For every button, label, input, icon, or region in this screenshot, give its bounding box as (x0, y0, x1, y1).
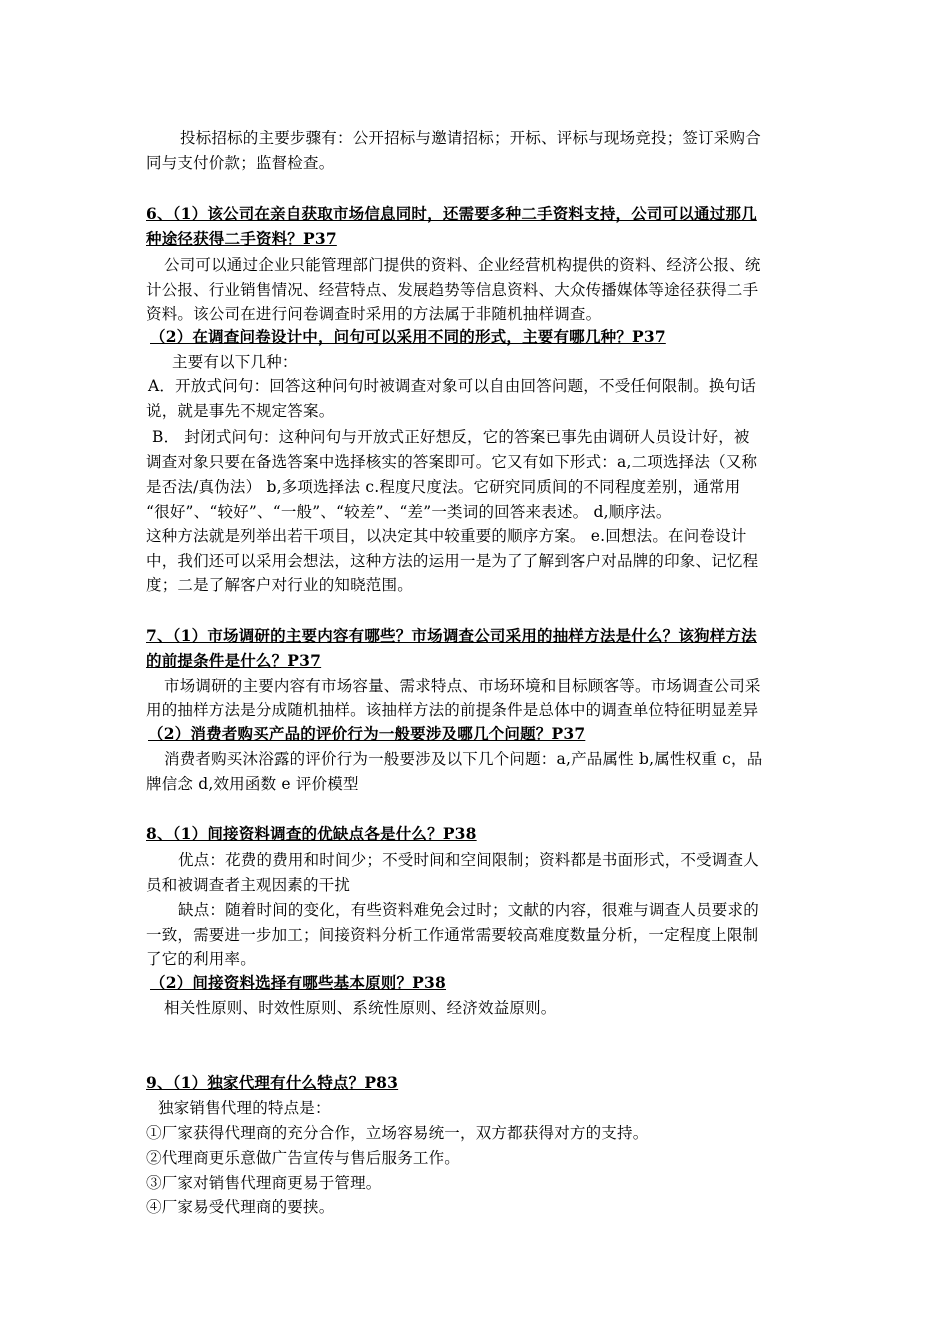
q8-answer-1-line: 优点：花费的费用和时间少；不受时间和空间限制；资料都是书面形式，不受调查人 (178, 851, 759, 869)
q6-answer-2-line: 度；二是了解客户对行业的知晓范围。 (146, 576, 413, 594)
q9-answer-line: ③厂家对销售代理商更易于管理。 (146, 1174, 382, 1192)
q6-answer-1-line: 公司可以通过企业只能管理部门提供的资料、企业经营机构提供的资料、经济公报、统 (164, 256, 761, 274)
q6-answer-2-line: A．开放式问句：回答这种问句时被调查对象可以自由回答问题，不受任何限制。换句话 (148, 377, 756, 395)
q8-answer-1-line: 员和被调查者主观因素的干扰 (146, 876, 351, 894)
q9-answer-line: 独家销售代理的特点是： (158, 1099, 331, 1117)
q6-answer-2-line: “很好”、“较好”、“一般”、“较差”、“差”一类词的回答来表述。 d,顺序法。 (146, 503, 672, 521)
q9-heading-1: 9、（1）独家代理有什么特点？P83 (146, 1073, 399, 1092)
q7-heading-2: （2）消费者购买产品的评价行为一般要涉及哪几个问题？P37 (148, 724, 586, 743)
q7-answer-1-line: 市场调研的主要内容有市场容量、需求特点、市场环境和目标顾客等。市场调查公司采 (164, 677, 761, 695)
q6-answer-2-line: 主要有以下几种： (172, 353, 298, 371)
q7-heading-1b: 的前提条件是什么？P37 (146, 651, 322, 670)
q7-answer-1-line: 用的抽样方法是分成随机抽样。该抽样方法的前提条件是总体中的调查单位特征明显差异 (146, 701, 759, 719)
q8-heading-2: （2）间接资料选择有哪些基本原则？P38 (150, 973, 447, 992)
q7-answer-2-line: 消费者购买沐浴露的评价行为一般要涉及以下几个问题：a,产品属性 b,属性权重 c，品 (164, 750, 763, 768)
intro-line-2: 同与支付价款；监督检查。 (146, 154, 335, 172)
q6-answer-1-line: 资料。该公司在进行问卷调查时采用的方法属于非随机抽样调查。 (146, 305, 602, 323)
q6-answer-1-line: 计公报、行业销售情况、经营特点、发展趋势等信息资料、大众传播媒体等途径获得二手 (146, 281, 759, 299)
q6-heading-1a: 6、（1）该公司在亲自获取市场信息同时，还需要多种二手资料支持，公司可以通过那几 (146, 204, 757, 223)
q6-answer-2-line: 中，我们还可以采用会想法，这种方法的运用一是为了了解到客户对品牌的印象、记忆程 (146, 552, 759, 570)
q8-answer-1-line: 了它的利用率。 (146, 950, 256, 968)
q6-answer-2-line: 这种方法就是列举出若干项目，以决定其中较重要的顺序方案。 e.回想法。在问卷设计 (146, 527, 747, 545)
q8-answer-1-line: 一致，需要进一步加工；间接资料分析工作通常需要较高难度数量分析，一定程度上限制 (146, 926, 759, 944)
q8-answer-2: 相关性原则、时效性原则、系统性原则、经济效益原则。 (164, 999, 557, 1017)
q8-heading-1: 8、（1）间接资料调查的优缺点各是什么？P38 (146, 824, 477, 843)
q6-answer-2-line: 调查对象只要在备选答案中选择核实的答案即可。它又有如下形式：a,二项选择法（又称 (146, 453, 758, 471)
q6-answer-2-line: B． 封闭式问句：这种问句与开放式正好想反，它的答案已事先由调研人员设计好，被 (152, 428, 750, 446)
q6-heading-1b: 种途径获得二手资料？P37 (146, 229, 337, 248)
q8-answer-1-line: 缺点：随着时间的变化，有些资料难免会过时；文献的内容，很难与调查人员要求的 (178, 901, 759, 919)
q9-answer-line: ④厂家易受代理商的要挟。 (146, 1198, 335, 1216)
q9-answer-line: ②代理商更乐意做广告宣传与售后服务工作。 (146, 1149, 461, 1167)
intro-line-1: 投标招标的主要步骤有：公开招标与邀请招标；开标、评标与现场竞投；签订采购合 (180, 129, 761, 147)
q7-answer-2-line: 牌信念 d,效用函数 e 评价模型 (146, 775, 359, 793)
q9-answer-line: ①厂家获得代理商的充分合作，立场容易统一，双方都获得对方的支持。 (146, 1124, 649, 1142)
q6-answer-2-line: 说，就是事先不规定答案。 (146, 402, 335, 420)
q6-answer-2-line: 是否法/真伪法） b,多项选择法 c.程度尺度法。它研究同质间的不同程度差别，通常用 (146, 478, 741, 496)
q6-heading-2: （2）在调查问卷设计中，问句可以采用不同的形式，主要有哪几种？P37 (150, 327, 666, 346)
q7-heading-1a: 7、（1）市场调研的主要内容有哪些？市场调查公司采用的抽样方法是什么？该狗样方法 (146, 626, 757, 645)
